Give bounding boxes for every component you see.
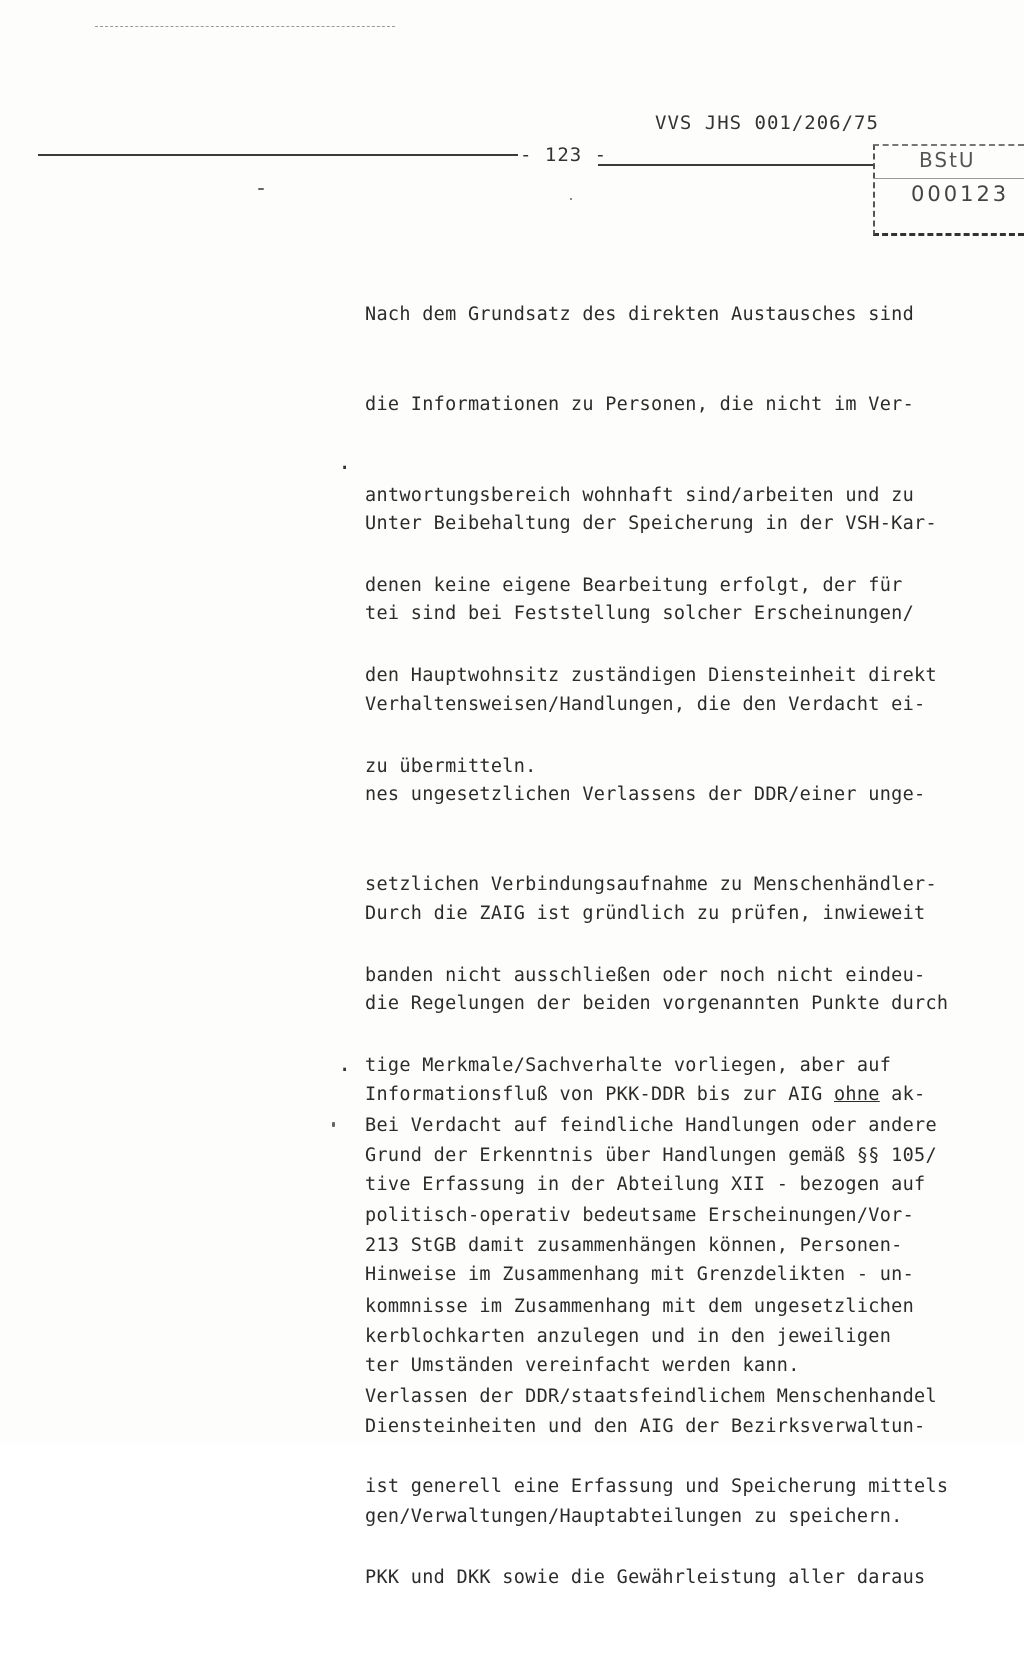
bullet-point: .: [338, 450, 352, 475]
text-line: Verlassen der DDR/staatsfeindlichem Menschenhandel: [365, 1386, 937, 1408]
text-line: kommnisse im Zusammenhang mit dem ungesetzlichen: [365, 1295, 915, 1317]
text-line: Bei Verdacht auf feindliche Handlungen oder andere: [365, 1115, 937, 1137]
text-line: gen/Verwaltungen/Hauptabteilungen zu speichern.: [365, 1506, 903, 1528]
text-line: denen keine eigene Bearbeitung erfolgt, der für: [365, 575, 903, 597]
text-line: tive Erfassung in der Abteilung XII - bezogen auf: [365, 1174, 926, 1196]
ink-speck: [570, 198, 572, 200]
text-line: ter Umständen vereinfacht werden kann.: [365, 1354, 800, 1376]
text-line: den Hauptwohnsitz zuständigen Diensteinheit direkt: [365, 665, 937, 687]
text-line: Hinweise im Zusammenhang mit Grenzdelikten - un-: [365, 1264, 915, 1286]
archive-stamp: [873, 144, 1024, 236]
text-line: nes ungesetzlichen Verlassens der DDR/einer unge-: [365, 784, 926, 806]
text-line: antwortungsbereich wohnhaft sind/arbeiten und zu: [365, 484, 915, 506]
text-line: Verhaltensweisen/Handlungen, die den Verdacht ei-: [365, 693, 926, 715]
text-line: 213 StGB damit zusammenhängen können, Personen-: [365, 1235, 903, 1257]
text-line: PKK und DKK sowie die Gewährleistung aller daraus: [365, 1566, 926, 1588]
ink-speck: [332, 1122, 335, 1127]
document-reference: VVS JHS 001/206/75: [655, 112, 879, 134]
paragraph-4: [365, 1051, 1005, 1653]
stamp-number: 000123: [911, 182, 1010, 206]
ink-speck: [258, 188, 264, 190]
header-rule-right: [598, 164, 873, 166]
stamp-divider: [875, 178, 1024, 179]
text-line: setzlichen Verbindungsaufnahme zu Menschenhändler-: [365, 874, 937, 896]
text-line: die Regelungen der beiden vorgenannten Punkte durch: [365, 993, 949, 1015]
text-line: Nach dem Grundsatz des direkten Austausches sind: [365, 304, 915, 326]
text-line: tei sind bei Feststellung solcher Erscheinungen/: [365, 603, 915, 625]
text-line: Grund der Erkenntnis über Handlungen gemäß §§ 105/: [365, 1145, 937, 1167]
text-line: Durch die ZAIG ist gründlich zu prüfen, inwieweit: [365, 903, 926, 925]
text-line: die Informationen zu Personen, die nicht im Ver-: [365, 394, 915, 416]
top-rule: [95, 26, 395, 27]
text-segment: ak-: [879, 1083, 926, 1105]
text-segment: Informationsfluß von PKK-DDR bis zur AIG: [365, 1083, 834, 1105]
header-rule-left: [38, 154, 518, 156]
text-line: zu übermitteln.: [365, 755, 537, 777]
stamp-org: BStU: [919, 148, 976, 172]
text-line: politisch-operativ bedeutsame Erscheinungen/Vor-: [365, 1205, 915, 1227]
text-line: ist generell eine Erfassung und Speicherung mittels: [365, 1476, 949, 1498]
text-line: Unter Beibehaltung der Speicherung in der VSH-Kar-: [365, 513, 937, 535]
text-line: Diensteinheiten und den AIG der Bezirksverwaltun-: [365, 1416, 926, 1437]
text-line: kerblochkarten anzulegen und in den jeweiligen: [365, 1325, 892, 1347]
underlined-word: ohne: [833, 1083, 880, 1105]
bullet-point: .: [338, 1052, 352, 1077]
page-number: - 123 -: [520, 144, 608, 166]
text-line: banden nicht ausschließen oder noch nicht eindeu-: [365, 964, 926, 986]
text-line: tige Merkmale/Sachverhalte vorliegen, aber auf: [365, 1054, 892, 1076]
